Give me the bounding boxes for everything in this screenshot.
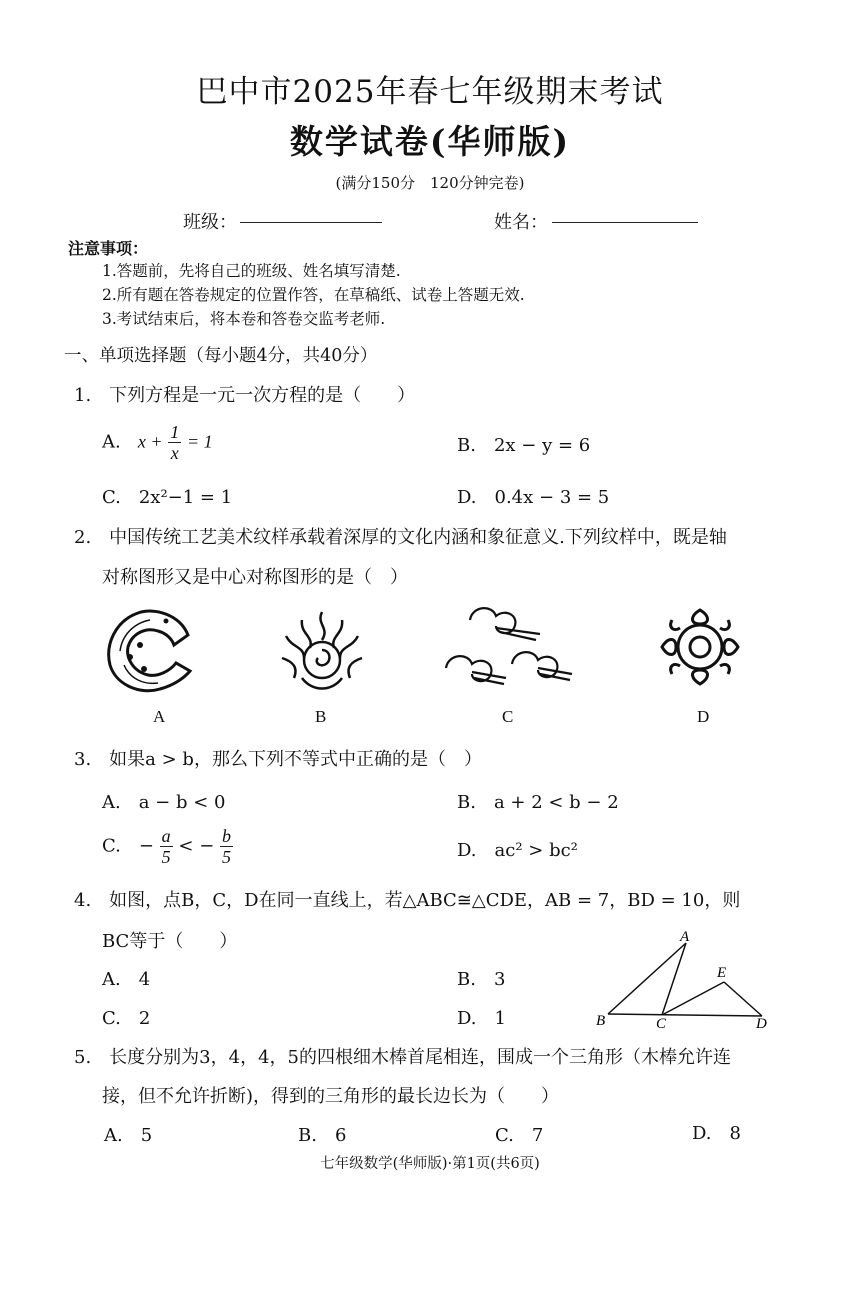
q3-c-fraction-2 [220, 826, 233, 867]
point-d-label: D [756, 1016, 767, 1032]
q1-option-c: C. 2x²−1 = 1 [102, 487, 233, 508]
question-5-stem-line1: 5. 长度分别为3，4，4，5的四根细木棒首尾相连，围成一个三角形（木棒允许连 [74, 1047, 731, 1068]
point-c-label: C [656, 1016, 667, 1032]
q5-option-b: B. 6 [298, 1125, 347, 1146]
notes-heading: 注意事项： [68, 239, 149, 258]
class-field[interactable] [240, 222, 382, 223]
class-label: 班级： [183, 212, 237, 233]
q4-option-d: D. 1 [457, 1008, 506, 1029]
pattern-b-label: B [315, 707, 327, 726]
q3-option-a: A. a − b < 0 [102, 792, 226, 813]
q5-option-c: C. 7 [495, 1125, 544, 1146]
q1-option-b: B. 2x − y = 6 [457, 435, 591, 456]
name-field[interactable] [552, 222, 698, 223]
q3-c-fraction-1 [160, 826, 173, 867]
triangle-figure [590, 925, 780, 1035]
q1-a-right: = 1 [187, 431, 213, 452]
q1-a-left: x + [137, 431, 163, 452]
q4-option-a: A. 4 [102, 969, 151, 990]
pattern-c-label: C [502, 707, 514, 726]
q4-option-b: B. 3 [457, 969, 506, 990]
pattern-b-figure [272, 602, 372, 697]
point-b-label: B [596, 1013, 606, 1029]
q3-c-middle: < − [178, 835, 215, 857]
q3-c-denominator-2: 5 [222, 847, 232, 867]
name-label: 姓名： [494, 212, 548, 233]
pattern-c-figure [440, 600, 575, 695]
question-2-stem-line1: 2. 中国传统工艺美术纹样承载着深厚的文化内涵和象征意义.下列纹样中，既是轴 [74, 527, 727, 548]
pattern-d-figure [650, 602, 750, 692]
q5-option-d: D. 8 [692, 1123, 741, 1144]
question-1-stem: 1. 下列方程是一元一次方程的是（ ） [74, 385, 416, 406]
question-2-stem-line2: 对称图形又是中心对称图形的是（ ） [102, 567, 408, 588]
exam-title: 巴中市2025年春七年级期末考试 [196, 74, 664, 110]
q3-option-c [102, 826, 233, 867]
page-footer: 七年级数学(华师版)·第1页(共6页) [320, 1156, 540, 1172]
q3-c-numerator-1: a [161, 826, 171, 846]
q3-c-denominator-1: 5 [161, 847, 171, 867]
q3-c-prefix: C. − [102, 835, 154, 857]
section-title: 一、单项选择题（每小题4分，共40分） [64, 346, 378, 366]
q5-option-a: A. 5 [104, 1125, 153, 1146]
question-5-stem-line2: 接，但不允许折断)，得到的三角形的最长边长为（ ） [102, 1086, 560, 1107]
q3-option-d: D. ac² > bc² [457, 840, 578, 861]
exam-subtitle: (满分150分 120分钟完卷) [335, 174, 525, 192]
question-4-stem-line2: BC等于（ ） [102, 931, 238, 952]
pattern-a-figure [100, 605, 200, 695]
q1-a-numerator: 1 [170, 422, 180, 442]
q3-option-b: B. a + 2 < b − 2 [457, 792, 619, 813]
pattern-a-label: A [153, 707, 166, 726]
question-3-stem: 3. 如果a > b，那么下列不等式中正确的是（ ） [74, 749, 482, 770]
q4-option-c: C. 2 [102, 1008, 151, 1029]
q1-option-d: D. 0.4x − 3 = 5 [457, 487, 610, 508]
note-item: 3.考试结束后，将本卷和答卷交监考老师. [102, 310, 386, 328]
q1-a-prefix: A. [102, 431, 121, 453]
note-item: 2.所有题在答卷规定的位置作答，在草稿纸、试卷上答题无效. [102, 286, 525, 304]
q1-option-a [102, 422, 213, 463]
point-a-label: A [680, 929, 690, 945]
q1-a-denominator: x [170, 443, 179, 463]
pattern-d-label: D [697, 707, 710, 726]
q1-a-fraction [168, 422, 181, 463]
subject-title: 数学试卷(华师版) [289, 122, 571, 161]
question-4-stem-line1: 4. 如图，点B，C，D在同一直线上，若△ABC≅△CDE，AB = 7，BD = 10，则 [74, 890, 741, 911]
note-item: 1.答题前，先将自己的班级、姓名填写清楚. [102, 262, 401, 280]
q3-c-numerator-2: b [222, 826, 232, 846]
point-e-label: E [717, 965, 727, 981]
